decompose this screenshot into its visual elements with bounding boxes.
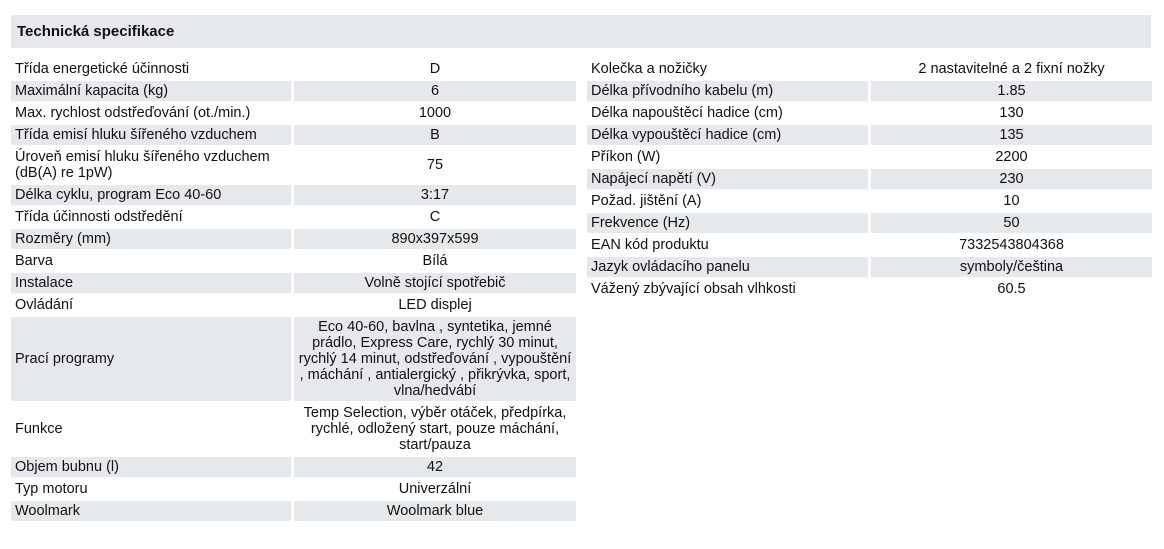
spec-row	[587, 169, 1152, 189]
spec-table-right	[587, 59, 1152, 301]
spec-value: Eco 40-60, bavlna , syntetika, jemné prádlo, Express Care, rychlý 30 minut, rychlý 14 minut, odstřeďování , vypouštění , máchání , antialergický , přikrývka, sport, vlna/hedvábí	[294, 317, 576, 401]
spec-value: Woolmark blue	[294, 501, 576, 521]
spec-row	[587, 103, 1152, 123]
spec-table-left	[11, 59, 576, 523]
spec-value: 7332543804368	[959, 237, 1064, 253]
spec-label: Délka napouštěcí hadice (cm)	[591, 105, 783, 121]
spec-row	[587, 279, 1152, 299]
spec-label: Objem bubnu (l)	[11, 457, 291, 477]
spec-label: Třída emisí hluku šířeného vzduchem	[11, 125, 291, 145]
spec-label: Jazyk ovládacího panelu	[587, 257, 868, 277]
spec-row	[587, 235, 1152, 255]
spec-row	[587, 257, 1152, 277]
spec-row	[587, 213, 1152, 233]
spec-label: Délka vypouštěcí hadice (cm)	[587, 125, 868, 145]
spec-label: Požad. jištění (A)	[591, 193, 702, 209]
spec-row	[11, 59, 576, 79]
spec-label: Funkce	[15, 421, 63, 437]
spec-label: Třída účinnosti odstředění	[15, 209, 183, 225]
spec-value: 130	[999, 105, 1024, 121]
spec-row	[587, 81, 1152, 101]
spec-value: Temp Selection, výběr otáček, předpírka, rychlé, odložený start, pouze máchání, start/pauza	[303, 405, 567, 453]
spec-label: Délka cyklu, program Eco 40-60	[11, 185, 291, 205]
spec-label: Instalace	[11, 273, 291, 293]
spec-label: Barva	[15, 253, 53, 269]
spec-value: 50	[871, 213, 1152, 233]
spec-row	[587, 147, 1152, 167]
spec-label: Max. rychlost odstřeďování (ot./min.)	[15, 105, 251, 121]
spec-value: D	[429, 61, 441, 77]
spec-row	[11, 81, 576, 101]
spec-row	[11, 229, 576, 249]
spec-value: Bílá	[422, 253, 448, 269]
spec-value: 230	[871, 169, 1152, 189]
spec-label: Rozměry (mm)	[11, 229, 291, 249]
spec-label: Typ motoru	[15, 481, 88, 497]
spec-label: Prací programy	[11, 317, 291, 401]
spec-label: Ovládání	[15, 297, 74, 313]
spec-row	[11, 273, 576, 293]
section-title: Technická specifikace	[11, 15, 1151, 48]
spec-value: 42	[294, 457, 576, 477]
spec-value: 2 nastavitelné a 2 fixní nožky	[918, 61, 1105, 77]
spec-row	[11, 185, 576, 205]
spec-label: Úroveň emisí hluku šířeného vzduchem (dB(A) re 1pW)	[15, 149, 270, 181]
spec-row	[587, 125, 1152, 145]
spec-row	[11, 457, 576, 477]
spec-value: 2200	[995, 149, 1028, 165]
spec-label: EAN kód produktu	[591, 237, 709, 253]
spec-row	[11, 125, 576, 145]
spec-value: C	[429, 209, 441, 225]
spec-row	[11, 147, 576, 183]
spec-row	[11, 317, 576, 401]
spec-row	[11, 207, 576, 227]
spec-label: Maximální kapacita (kg)	[11, 81, 291, 101]
spec-value: 60.5	[997, 281, 1026, 297]
spec-row	[587, 191, 1152, 211]
spec-value: 3:17	[294, 185, 576, 205]
spec-label: Vážený zbývající obsah vlhkosti	[591, 281, 796, 297]
spec-value: 1000	[418, 105, 452, 121]
spec-label: Frekvence (Hz)	[587, 213, 868, 233]
spec-label: Příkon (W)	[591, 149, 661, 165]
spec-value: 6	[294, 81, 576, 101]
spec-row	[11, 479, 576, 499]
spec-value: LED displej	[398, 297, 472, 313]
spec-label: Délka přívodního kabelu (m)	[587, 81, 868, 101]
spec-label: Woolmark	[11, 501, 291, 521]
spec-label: Třída energetické účinnosti	[15, 61, 190, 77]
spec-row	[11, 295, 576, 315]
spec-value: Univerzální	[398, 481, 472, 497]
spec-row	[11, 403, 576, 455]
spec-value: 75	[426, 157, 444, 173]
spec-value: Volně stojící spotřebič	[294, 273, 576, 293]
spec-label: Napájecí napětí (V)	[587, 169, 868, 189]
spec-value: 1.85	[871, 81, 1152, 101]
spec-row	[587, 59, 1152, 79]
spec-value: symboly/čeština	[871, 257, 1152, 277]
spec-value: B	[294, 125, 576, 145]
spec-row	[11, 501, 576, 521]
spec-value: 10	[1003, 193, 1020, 209]
spec-value: 890x397x599	[294, 229, 576, 249]
spec-label: Kolečka a nožičky	[591, 61, 708, 77]
spec-row	[11, 103, 576, 123]
spec-value: 135	[871, 125, 1152, 145]
spec-row	[11, 251, 576, 271]
